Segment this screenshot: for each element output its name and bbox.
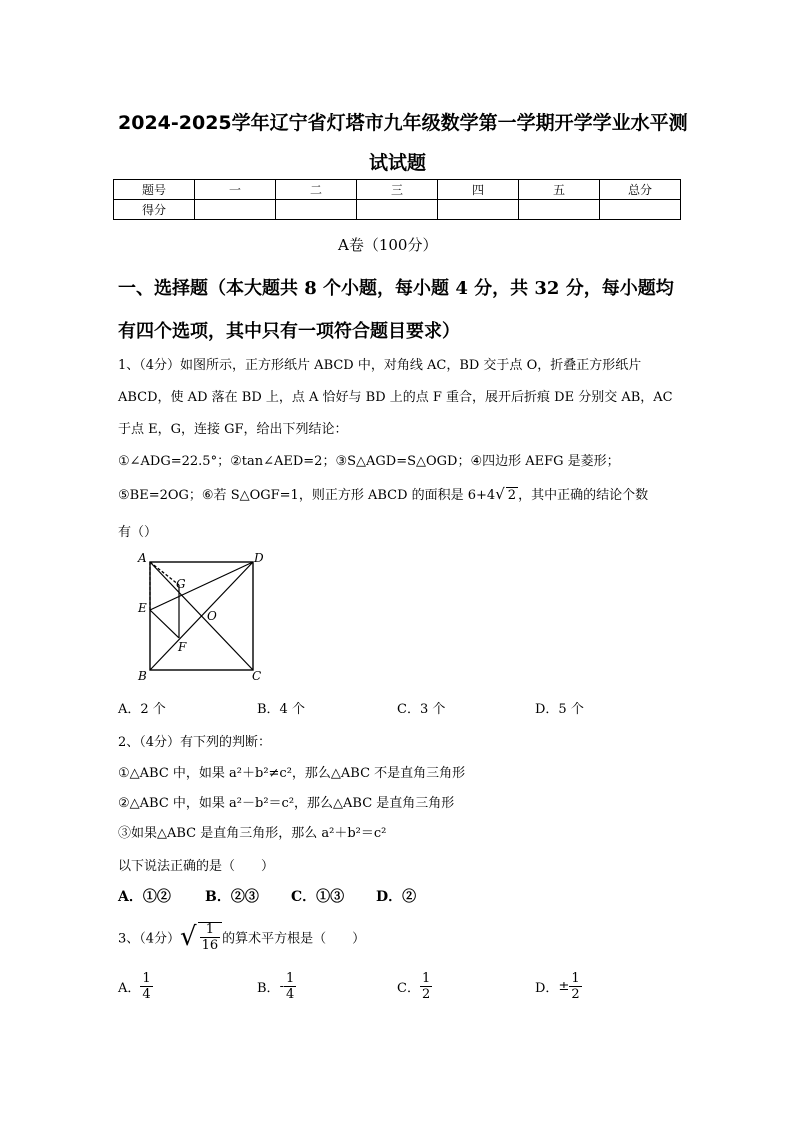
- q3-option-d[interactable]: [535, 972, 582, 1001]
- q3-option-b[interactable]: [257, 972, 296, 1001]
- sqrt-symbol: √: [495, 485, 505, 503]
- option-fraction: [420, 972, 432, 1001]
- q3-rad-numerator: 1: [200, 923, 221, 938]
- option-label: A．: [118, 981, 141, 996]
- segment-ef: [150, 610, 179, 638]
- table-cell: 得分: [114, 200, 195, 220]
- section-heading-line1: 一、选择题（本大题共 8 个小题，每小题 4 分，共 32 分，每小题均: [118, 278, 674, 299]
- table-cell: 四: [438, 180, 519, 200]
- table-cell: 总分: [600, 180, 681, 200]
- q3-stem: [118, 922, 365, 952]
- table-cell: 二: [276, 180, 357, 200]
- label-d: D: [254, 551, 264, 565]
- score-input-cell[interactable]: [276, 200, 357, 220]
- q2-statement-1: ①△ABC 中，如果 a²＋b²≠c²，那么△ABC 不是直角三角形: [118, 766, 466, 781]
- section-heading-line2: 有四个选项，其中只有一项符合题目要求）: [118, 321, 460, 342]
- option-fraction: [284, 972, 296, 1001]
- q1-line6: 有（）: [118, 525, 158, 540]
- q2-option-a[interactable]: A．①②: [118, 889, 171, 905]
- q3-radicand: [198, 922, 223, 952]
- option-label: D．: [535, 981, 559, 996]
- fraction-numerator: 1: [421, 971, 431, 986]
- table-cell: 五: [519, 180, 600, 200]
- score-input-cell[interactable]: [195, 200, 276, 220]
- q2-option-d[interactable]: D．②: [376, 889, 417, 905]
- page-title-line1: 2024-2025学年辽宁省灯塔市九年级数学第一学期开学学业水平测: [118, 112, 688, 134]
- q1-radicand: 2: [507, 488, 517, 503]
- q2-statement-3: ③如果△ABC 是直角三角形，那么 a²＋b²＝c²: [118, 826, 387, 841]
- table-cell: 三: [357, 180, 438, 200]
- q3-option-c[interactable]: [397, 972, 432, 1001]
- table-cell: 题号: [114, 180, 195, 200]
- q3-stem-post: 的算术平方根是（ ）: [222, 931, 366, 947]
- q1-option-b[interactable]: B．4 个: [257, 702, 305, 717]
- q1-line5: [118, 484, 648, 503]
- volume-label: A卷（100分）: [338, 236, 438, 254]
- page-title-line2: 试试题: [369, 152, 427, 174]
- q1-line3: 于点 E，G，连接 GF，给出下列结论：: [118, 422, 348, 437]
- label-a: A: [138, 551, 147, 565]
- q2-statement-2: ②△ABC 中，如果 a²－b²＝c²，那么△ABC 是直角三角形: [118, 796, 455, 811]
- option-fraction: [140, 972, 152, 1001]
- option-sign: ±: [558, 979, 570, 994]
- q1-option-a[interactable]: A．2 个: [118, 702, 166, 717]
- fold-segment-ag: [150, 562, 179, 585]
- label-e: E: [138, 601, 147, 615]
- fraction-numerator: 1: [571, 971, 580, 986]
- option-label: B．: [257, 981, 280, 996]
- label-b: B: [138, 669, 147, 683]
- q1-line5-pre: ⑤BE=2OG；⑥若 S△OGF=1，则正方形 ABCD 的面积是 6+4: [118, 488, 496, 503]
- fraction-denominator: 2: [421, 987, 431, 1002]
- q3-stem-pre: 3、（4分）: [118, 931, 181, 947]
- q2-stem: 2、（4分）有下列的判断：: [118, 735, 272, 750]
- q1-line4: ①∠ADG=22.5°；②tan∠AED=2；③S△AGD=S△OGD；④四边形 AEFG 是菱形；: [118, 454, 620, 469]
- crease-de: [150, 562, 253, 610]
- score-table-score-row: [114, 200, 681, 220]
- label-c: C: [252, 669, 262, 683]
- option-label: C．: [397, 981, 420, 996]
- table-cell: 一: [195, 180, 276, 200]
- score-input-cell[interactable]: [519, 200, 600, 220]
- score-table: [113, 179, 681, 220]
- q2-option-c[interactable]: C．①③: [291, 889, 345, 905]
- label-g: G: [176, 577, 186, 591]
- sqrt-symbol: √: [180, 922, 197, 952]
- option-sign: -: [279, 979, 284, 994]
- label-o: O: [207, 609, 217, 623]
- fraction-denominator: 4: [285, 987, 295, 1002]
- fraction-denominator: 2: [571, 987, 580, 1002]
- fraction-numerator: 1: [285, 971, 295, 986]
- q2-ask: 以下说法正确的是（ ）: [118, 859, 275, 874]
- score-input-cell[interactable]: [600, 200, 681, 220]
- q3-rad-denominator: 16: [201, 938, 219, 953]
- score-table-header-row: [114, 180, 681, 200]
- q3-option-a[interactable]: [118, 972, 153, 1001]
- option-fraction: [569, 972, 581, 1001]
- q1-line2: ABCD，使 AD 落在 BD 上，点 A 恰好与 BD 上的点 F 重合，展开后折痕 DE 分别交 AB，AC: [118, 390, 673, 405]
- score-input-cell[interactable]: [438, 200, 519, 220]
- q1-line5-post: ，其中正确的结论个数: [518, 488, 649, 503]
- fraction-numerator: 1: [142, 971, 151, 986]
- label-f: F: [178, 640, 187, 654]
- geometry-figure: [130, 548, 270, 684]
- q2-option-b[interactable]: B．②③: [205, 889, 259, 905]
- q1-option-c[interactable]: C．3 个: [397, 702, 446, 717]
- fraction-denominator: 4: [142, 987, 151, 1002]
- score-input-cell[interactable]: [357, 200, 438, 220]
- q1-option-d[interactable]: D．5 个: [535, 702, 584, 717]
- q1-line1: 1、（4分）如图所示，正方形纸片 ABCD 中，对角线 AC，BD 交于点 O，折叠正方形纸片: [118, 358, 642, 373]
